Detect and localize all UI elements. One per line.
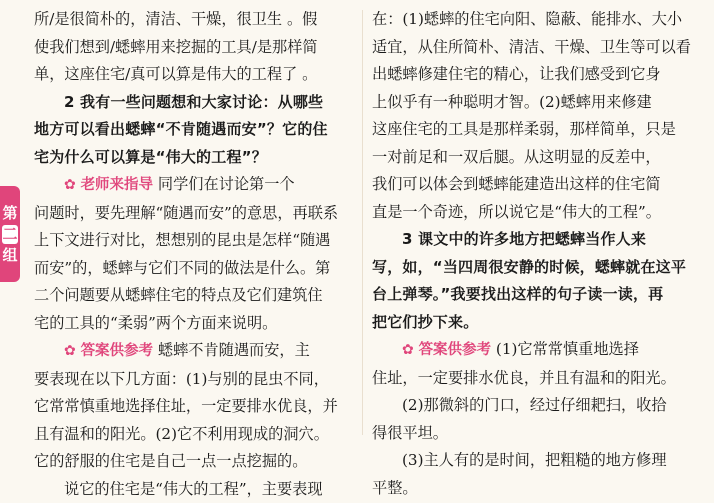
question-2-line: 宅为什么可以算是“伟大的工程”？ (34, 144, 354, 172)
guide-line: 宅的工具的“柔弱”两个方面来说明。 (34, 310, 354, 338)
guide-line: 上下文进行对比，想想别的昆虫是怎样“随遇 (34, 227, 354, 255)
right-column (372, 6, 702, 502)
guide-paragraph (34, 171, 354, 200)
guide-line: 而安”的，蟋蟀与它们不同的做法是什么。第 (34, 255, 354, 283)
text-line: 我们可以体会到蟋蟀能建造出这样的住宅简 (372, 171, 702, 199)
text-line: 适宜，从住所简朴、清洁、干燥、卫生等可以看 (372, 34, 702, 62)
answer-line: 说它的住宅是“伟大的工程”，主要表现 (34, 476, 354, 503)
flower-icon: ✿ (402, 342, 414, 358)
text-line: 一对前足和一双后腿。从这明显的反差中， (372, 144, 702, 172)
answer-line: 平整。 (372, 475, 702, 503)
question-3-line: 台上弹琴。”我要找出这样的句子读一读，再 (372, 281, 702, 309)
answer-label: 答案供参考 (81, 343, 154, 359)
question-2-line: 2 我有一些问题想和大家讨论：从哪些 (34, 89, 354, 117)
text-line: 使我们想到/蟋蟀用来挖掘的工具/是那样简 (34, 34, 354, 62)
answer-text: (1)它常常慎重地选择 (496, 340, 639, 358)
text-line: 在：(1)蟋蟀的住宅向阳、隐蔽、能排水、大小 (372, 6, 702, 34)
answer-paragraph (34, 337, 354, 366)
guide-text: 同学们在讨论第一个 (158, 175, 295, 193)
answer-label: 答案供参考 (419, 342, 492, 358)
text-line: 直是一个奇迹，所以说它是“伟大的工程”。 (372, 199, 702, 227)
answer-paragraph (372, 336, 702, 365)
answer-line: 得很平坦。 (372, 420, 702, 448)
answer-line: 且有温和的阳光。(2)它不利用现成的洞穴。 (34, 421, 354, 449)
side-tab-bottom: 组 (2, 246, 17, 265)
column-divider (362, 10, 363, 435)
answer-text: 蟋蟀不肯随遇而安，主 (158, 341, 310, 359)
question-3-line: 把它们抄下来。 (372, 309, 702, 337)
text-line: 上似乎有一种聪明才智。(2)蟋蟀用来修建 (372, 89, 702, 117)
flower-icon: ✿ (64, 177, 76, 193)
side-tab-number: 二 (2, 225, 18, 244)
text-line: 单，这座住宅/真可以算是伟大的工程了 。 (34, 61, 354, 89)
text-line: 所/是很简朴的，清洁、干燥，很卫生 。假 (34, 6, 354, 34)
answer-line: 住址，一定要排水优良，并且有温和的阳光。 (372, 365, 702, 393)
left-column (34, 6, 354, 503)
guide-label: 老师来指导 (81, 177, 154, 193)
question-2-line: 地方可以看出蟋蟀“不肯随遇而安”？它的住 (34, 116, 354, 144)
guide-line: 二个问题要从蟋蟀住宅的特点及它们建筑住 (34, 282, 354, 310)
answer-line: 它常常慎重地选择住址，一定要排水优良，并 (34, 393, 354, 421)
text-line: 出蟋蟀修建住宅的精心，让我们感受到它身 (372, 61, 702, 89)
guide-line: 问题时，要先理解“随遇而安”的意思，再联系 (34, 200, 354, 228)
answer-line: 要表现在以下几方面：(1)与别的昆虫不同， (34, 366, 354, 394)
section-side-tab (0, 186, 20, 282)
answer-line: (3)主人有的是时间，把粗糙的地方修理 (372, 447, 702, 475)
question-3-line: 3 课文中的许多地方把蟋蟀当作人来 (372, 226, 702, 254)
question-3-line: 写，如，“当四周很安静的时候，蟋蟀就在这平 (372, 254, 702, 282)
answer-line: (2)那微斜的门口，经过仔细耙扫，收拾 (372, 392, 702, 420)
answer-line: 它的舒服的住宅是自己一点一点挖掘的。 (34, 448, 354, 476)
flower-icon: ✿ (64, 343, 76, 359)
text-line: 这座住宅的工具是那样柔弱，那样简单，只是 (372, 116, 702, 144)
side-tab-top: 第 (2, 204, 17, 223)
